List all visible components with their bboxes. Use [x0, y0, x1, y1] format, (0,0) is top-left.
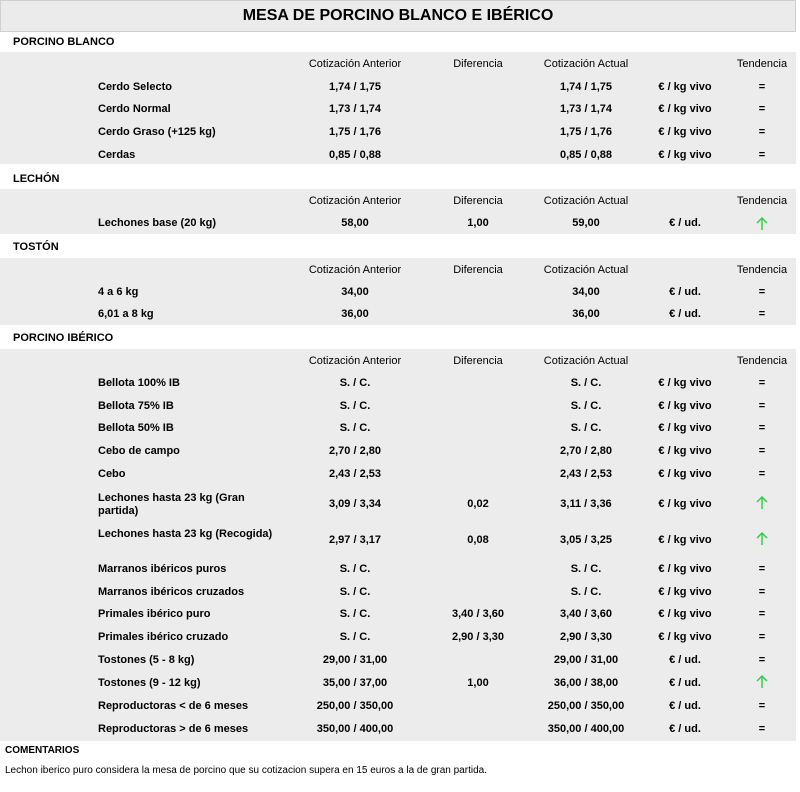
- trend-equal: =: [758, 608, 766, 620]
- row-unidad: € / kg vivo: [658, 377, 712, 389]
- trend-equal: =: [758, 654, 766, 666]
- row-diferencia: 2,90 / 3,30: [452, 631, 504, 643]
- section-title-porcino-blanco: PORCINO BLANCO: [13, 36, 115, 48]
- header-actual: Cotización Actual: [543, 355, 629, 367]
- row-anterior: 250,00 / 350,00: [316, 700, 394, 712]
- header-diferencia: Diferencia: [453, 264, 503, 276]
- row-anterior: 350,00 / 400,00: [316, 723, 394, 735]
- row-anterior: 35,00 / 37,00: [322, 677, 388, 689]
- row-anterior: 3,09 / 3,34: [329, 498, 381, 510]
- row-actual: 2,90 / 3,30: [560, 631, 612, 643]
- header-tendencia: Tendencia: [736, 58, 788, 70]
- trend-equal: =: [758, 400, 766, 412]
- row-anterior: 1,74 / 1,75: [329, 81, 381, 93]
- row-unidad: € / kg vivo: [658, 534, 712, 546]
- row-unidad: € / kg vivo: [658, 498, 712, 510]
- row-name: Cebo de campo: [98, 445, 180, 457]
- trend-equal: =: [758, 586, 766, 598]
- row-actual: 1,73 / 1,74: [560, 103, 612, 115]
- row-unidad: € / ud.: [669, 217, 701, 229]
- row-unidad: € / kg vivo: [658, 81, 712, 93]
- row-name: Reproductoras < de 6 meses: [98, 700, 249, 712]
- row-diferencia: 1,00: [467, 677, 489, 689]
- row-anterior: S. / C.: [339, 586, 371, 598]
- trend-equal: =: [758, 286, 766, 298]
- row-name: Lechones base (20 kg): [98, 217, 216, 229]
- header-anterior: Cotización Anterior: [308, 264, 402, 276]
- row-name: 6,01 a 8 kg: [98, 308, 154, 320]
- row-actual: 0,85 / 0,88: [560, 149, 612, 161]
- header-diferencia: Diferencia: [453, 195, 503, 207]
- trend-equal: =: [758, 103, 766, 115]
- row-unidad: € / ud.: [669, 700, 701, 712]
- row-unidad: € / ud.: [669, 308, 701, 320]
- comments-label: COMENTARIOS: [5, 745, 80, 756]
- trend-equal: =: [758, 700, 766, 712]
- up-arrow-icon: [735, 532, 789, 546]
- trend-equal: =: [758, 308, 766, 320]
- row-unidad: € / ud.: [669, 286, 701, 298]
- row-name: Tostones (5 - 8 kg): [98, 654, 195, 666]
- row-anterior: 0,85 / 0,88: [329, 149, 381, 161]
- row-unidad: € / ud.: [669, 677, 701, 689]
- header-tendencia: Tendencia: [736, 264, 788, 276]
- row-unidad: € / kg vivo: [658, 126, 712, 138]
- up-arrow-icon: [735, 217, 789, 231]
- trend-equal: =: [758, 81, 766, 93]
- row-name: Cerdas: [98, 149, 136, 161]
- row-diferencia: 0,08: [467, 534, 489, 546]
- row-actual: S. / C.: [570, 586, 602, 598]
- row-actual: S. / C.: [570, 563, 602, 575]
- table-row: [0, 528, 796, 556]
- row-name: Cerdo Normal: [98, 103, 171, 115]
- section-title-toston: TOSTÓN: [13, 241, 59, 253]
- row-anterior: 2,70 / 2,80: [329, 445, 381, 457]
- row-name: Primales ibérico cruzado: [98, 631, 229, 643]
- header-actual: Cotización Actual: [543, 195, 629, 207]
- row-name: Lechones hasta 23 kg (Gran partida): [98, 492, 245, 517]
- row-anterior: S. / C.: [339, 400, 371, 412]
- row-unidad: € / kg vivo: [658, 468, 712, 480]
- row-unidad: € / kg vivo: [658, 563, 712, 575]
- row-anterior: 1,75 / 1,76: [329, 126, 381, 138]
- row-name: Reproductoras > de 6 meses: [98, 723, 249, 735]
- row-unidad: € / kg vivo: [658, 103, 712, 115]
- header-anterior: Cotización Anterior: [308, 58, 402, 70]
- row-name: Cerdo Graso (+125 kg): [98, 126, 216, 138]
- header-tendencia: Tendencia: [736, 195, 788, 207]
- row-name: Marranos ibéricos cruzados: [98, 586, 245, 598]
- row-unidad: € / kg vivo: [658, 631, 712, 643]
- row-actual: 250,00 / 350,00: [547, 700, 625, 712]
- row-anterior: 36,00: [341, 308, 369, 320]
- row-actual: 2,70 / 2,80: [560, 445, 612, 457]
- row-anterior: 29,00 / 31,00: [322, 654, 388, 666]
- row-name: Marranos ibéricos puros: [98, 563, 227, 575]
- row-name: Cebo: [98, 468, 126, 480]
- row-anterior: 1,73 / 1,74: [329, 103, 381, 115]
- row-actual: 36,00: [572, 308, 600, 320]
- row-anterior: 58,00: [341, 217, 369, 229]
- section-title-porcino-iberico: PORCINO IBÉRICO: [13, 332, 114, 344]
- row-anterior: S. / C.: [339, 631, 371, 643]
- row-name: Cerdo Selecto: [98, 81, 172, 93]
- up-arrow-icon: [735, 496, 789, 510]
- trend-equal: =: [758, 563, 766, 575]
- row-unidad: € / ud.: [669, 723, 701, 735]
- row-actual: 3,11 / 3,36: [560, 498, 612, 510]
- row-name: Bellota 50% IB: [98, 422, 174, 434]
- row-actual: S. / C.: [570, 377, 602, 389]
- row-actual: 36,00 / 38,00: [553, 677, 619, 689]
- row-anterior: S. / C.: [339, 563, 371, 575]
- trend-equal: =: [758, 422, 766, 434]
- row-diferencia: 0,02: [467, 498, 489, 510]
- table-row: [0, 492, 796, 520]
- trend-equal: =: [758, 445, 766, 457]
- row-name: Tostones (9 - 12 kg): [98, 677, 201, 689]
- row-unidad: € / kg vivo: [658, 422, 712, 434]
- row-unidad: € / kg vivo: [658, 608, 712, 620]
- trend-equal: =: [758, 126, 766, 138]
- row-name: Lechones hasta 23 kg (Recogida): [98, 528, 273, 540]
- header-tendencia: Tendencia: [736, 355, 788, 367]
- row-name: 4 a 6 kg: [98, 286, 139, 298]
- row-name: Bellota 100% IB: [98, 377, 180, 389]
- row-actual: 1,75 / 1,76: [560, 126, 612, 138]
- row-anterior: S. / C.: [339, 377, 371, 389]
- row-anterior: 2,43 / 2,53: [329, 468, 381, 480]
- row-name: Bellota 75% IB: [98, 400, 174, 412]
- header-diferencia: Diferencia: [453, 355, 503, 367]
- trend-equal: =: [758, 468, 766, 480]
- row-diferencia: 1,00: [467, 217, 489, 229]
- row-actual: S. / C.: [570, 422, 602, 434]
- row-anterior: 2,97 / 3,17: [329, 534, 381, 546]
- row-unidad: € / kg vivo: [658, 400, 712, 412]
- section-title-lechon: LECHÓN: [13, 173, 60, 185]
- header-actual: Cotización Actual: [543, 264, 629, 276]
- row-actual: 3,05 / 3,25: [560, 534, 612, 546]
- row-actual: 350,00 / 400,00: [547, 723, 625, 735]
- trend-equal: =: [758, 631, 766, 643]
- row-unidad: € / kg vivo: [658, 149, 712, 161]
- row-actual: 29,00 / 31,00: [553, 654, 619, 666]
- row-actual: 2,43 / 2,53: [560, 468, 612, 480]
- page-title: MESA DE PORCINO BLANCO E IBÉRICO: [0, 0, 796, 32]
- row-anterior: S. / C.: [339, 422, 371, 434]
- header-anterior: Cotización Anterior: [308, 355, 402, 367]
- row-actual: 3,40 / 3,60: [560, 608, 612, 620]
- header-actual: Cotización Actual: [543, 58, 629, 70]
- trend-equal: =: [758, 723, 766, 735]
- row-name: Primales ibérico puro: [98, 608, 211, 620]
- up-arrow-icon: [735, 675, 789, 689]
- row-anterior: S. / C.: [339, 608, 371, 620]
- trend-equal: =: [758, 377, 766, 389]
- row-actual: S. / C.: [570, 400, 602, 412]
- row-actual: 1,74 / 1,75: [560, 81, 612, 93]
- comments-text: Lechon iberico puro considera la mesa de porcino que su cotizacion supera en 15 euros a la de gran partida.: [5, 765, 487, 775]
- row-diferencia: 3,40 / 3,60: [452, 608, 504, 620]
- row-actual: 59,00: [572, 217, 600, 229]
- row-unidad: € / kg vivo: [658, 586, 712, 598]
- row-actual: 34,00: [572, 286, 600, 298]
- header-diferencia: Diferencia: [453, 58, 503, 70]
- row-anterior: 34,00: [341, 286, 369, 298]
- row-unidad: € / ud.: [669, 654, 701, 666]
- header-anterior: Cotización Anterior: [308, 195, 402, 207]
- trend-equal: =: [758, 149, 766, 161]
- row-unidad: € / kg vivo: [658, 445, 712, 457]
